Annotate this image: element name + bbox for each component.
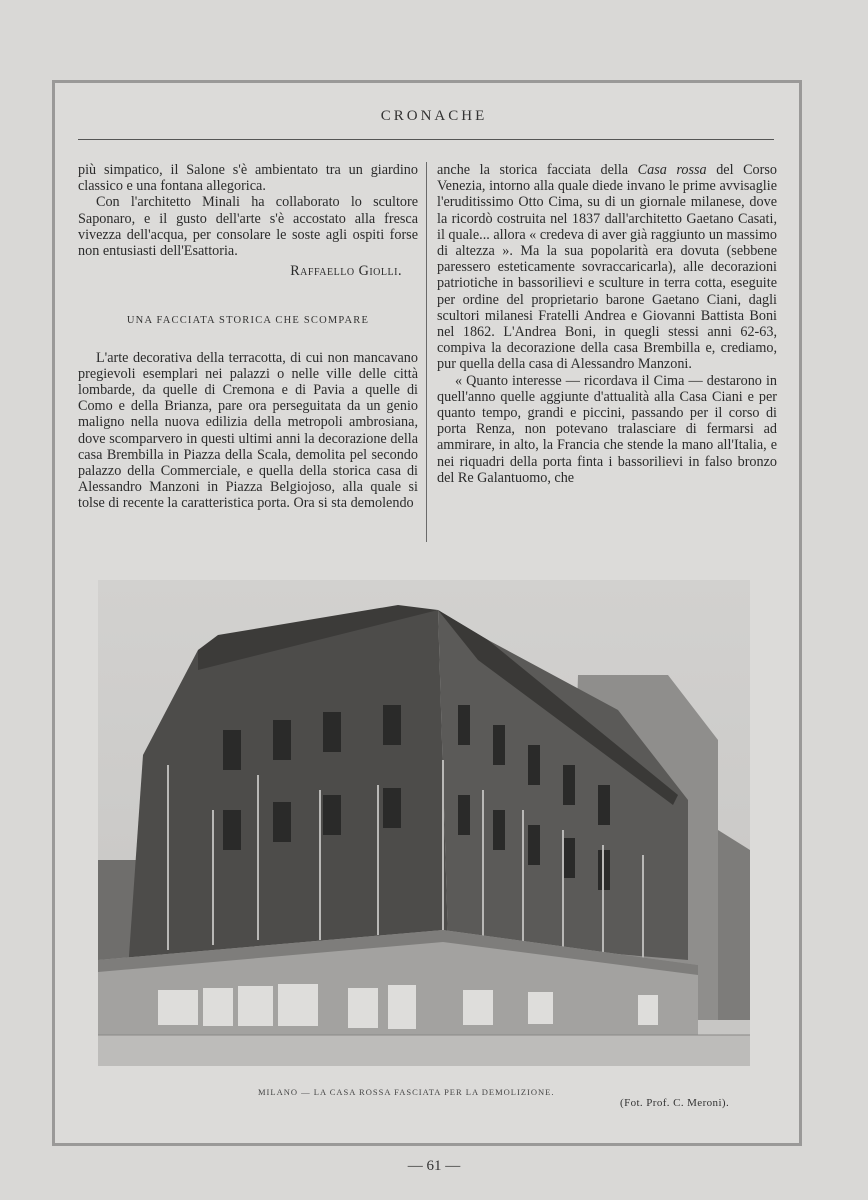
section-heading: UNA FACCIATA STORICA CHE SCOMPARE	[126, 315, 370, 327]
paragraph: L'arte decorativa della terracotta, di cui non mancavano pregievoli esemplari nei palazzi o nelle ville delle città lombarde, da quelle di Cremona e di Pavia a quelle di Como e della Brianza, pare ora perseguitata da un genio maligno nella nuova edilizia della metropoli ambrosiana, dove scomparvero in questi ultimi anni la decorazione della casa Brembilla in Piazza della Scala, demolita pel secondo palazzo della Commerciale, e quella della storica casa di Alessandro Manzoni in Piazza Belgiojoso, alla quale si tolse di recente la caratteristica porta. Ora si sta demolendo	[78, 349, 418, 512]
paragraph: « Quanto interesse — ricordava il Cima — destarono in quell'anno quelle aggiunte d'attualità alla Casa Ciani e per quanto tempo, grandi e piccini, passando per il corso di porta Renza, non potevano tralasciare di fermarsi ad ammirare, in alto, la Francia che stende la mano all'Italia, e nei riquadri della porta finta i bassorilievi in falso bronzo del Re Galantuomo, che	[437, 372, 777, 486]
figure-caption: MILANO — LA CASA ROSSA FASCIATA PER LA DEMOLIZIONE.	[258, 1087, 555, 1097]
text-run: del Corso Venezia, intorno alla quale diede invano le prime avvisaglie l'eruditissimo Otto Cima, su di un giornale milanese, dove la ricordò costruita nel 1837 dall'architetto Gaetano Casati, il quale... allora « credeva di aver già raggiunto un massimo di altezza ». Ma la sua popolarità era dovuta (sebbene paressero esteticamente sovraccaricarla), alle decorazioni patriotiche in bassorilievi e sculture in terra cotta, eseguite per ordine del proprietario barone Gaetano Ciani, dagli scultori milanesi Fratelli Andrea e Giovanni Battista Boni nel 1862. L'Andrea Boni, in quegli stessi anni 62-63, compiva la decorazione della casa Brembilla e, crediamo, pur quella della casa di Alessandro Manzoni.	[437, 162, 777, 373]
paragraph	[437, 162, 777, 373]
page-number: — 61 —	[407, 1158, 461, 1174]
building-illustration	[98, 580, 750, 1066]
photo-credit: (Fot. Prof. C. Meroni).	[620, 1097, 730, 1109]
paragraph: Con l'architetto Minali ha collaborato lo scultore Saponaro, e il gusto dell'arte s'è accostato alla fresca vivezza dell'acqua, per consolare le soste agli ospiti forse non entusiasti dell'Esattoria.	[78, 194, 418, 260]
author-signature: Raffaello Giolli.	[290, 263, 402, 280]
text-run: anche la storica facciata della	[437, 162, 638, 178]
paragraph: più simpatico, il Salone s'è ambientato tra un giardino classico e una fontana allegorica.	[78, 162, 418, 195]
right-column	[437, 162, 777, 486]
header-rule	[78, 139, 774, 140]
italic-title: Casa rossa	[637, 162, 707, 178]
running-header: CRONACHE	[380, 108, 488, 124]
building-photograph	[98, 580, 750, 1066]
left-column	[78, 162, 418, 512]
column-divider	[426, 162, 427, 542]
